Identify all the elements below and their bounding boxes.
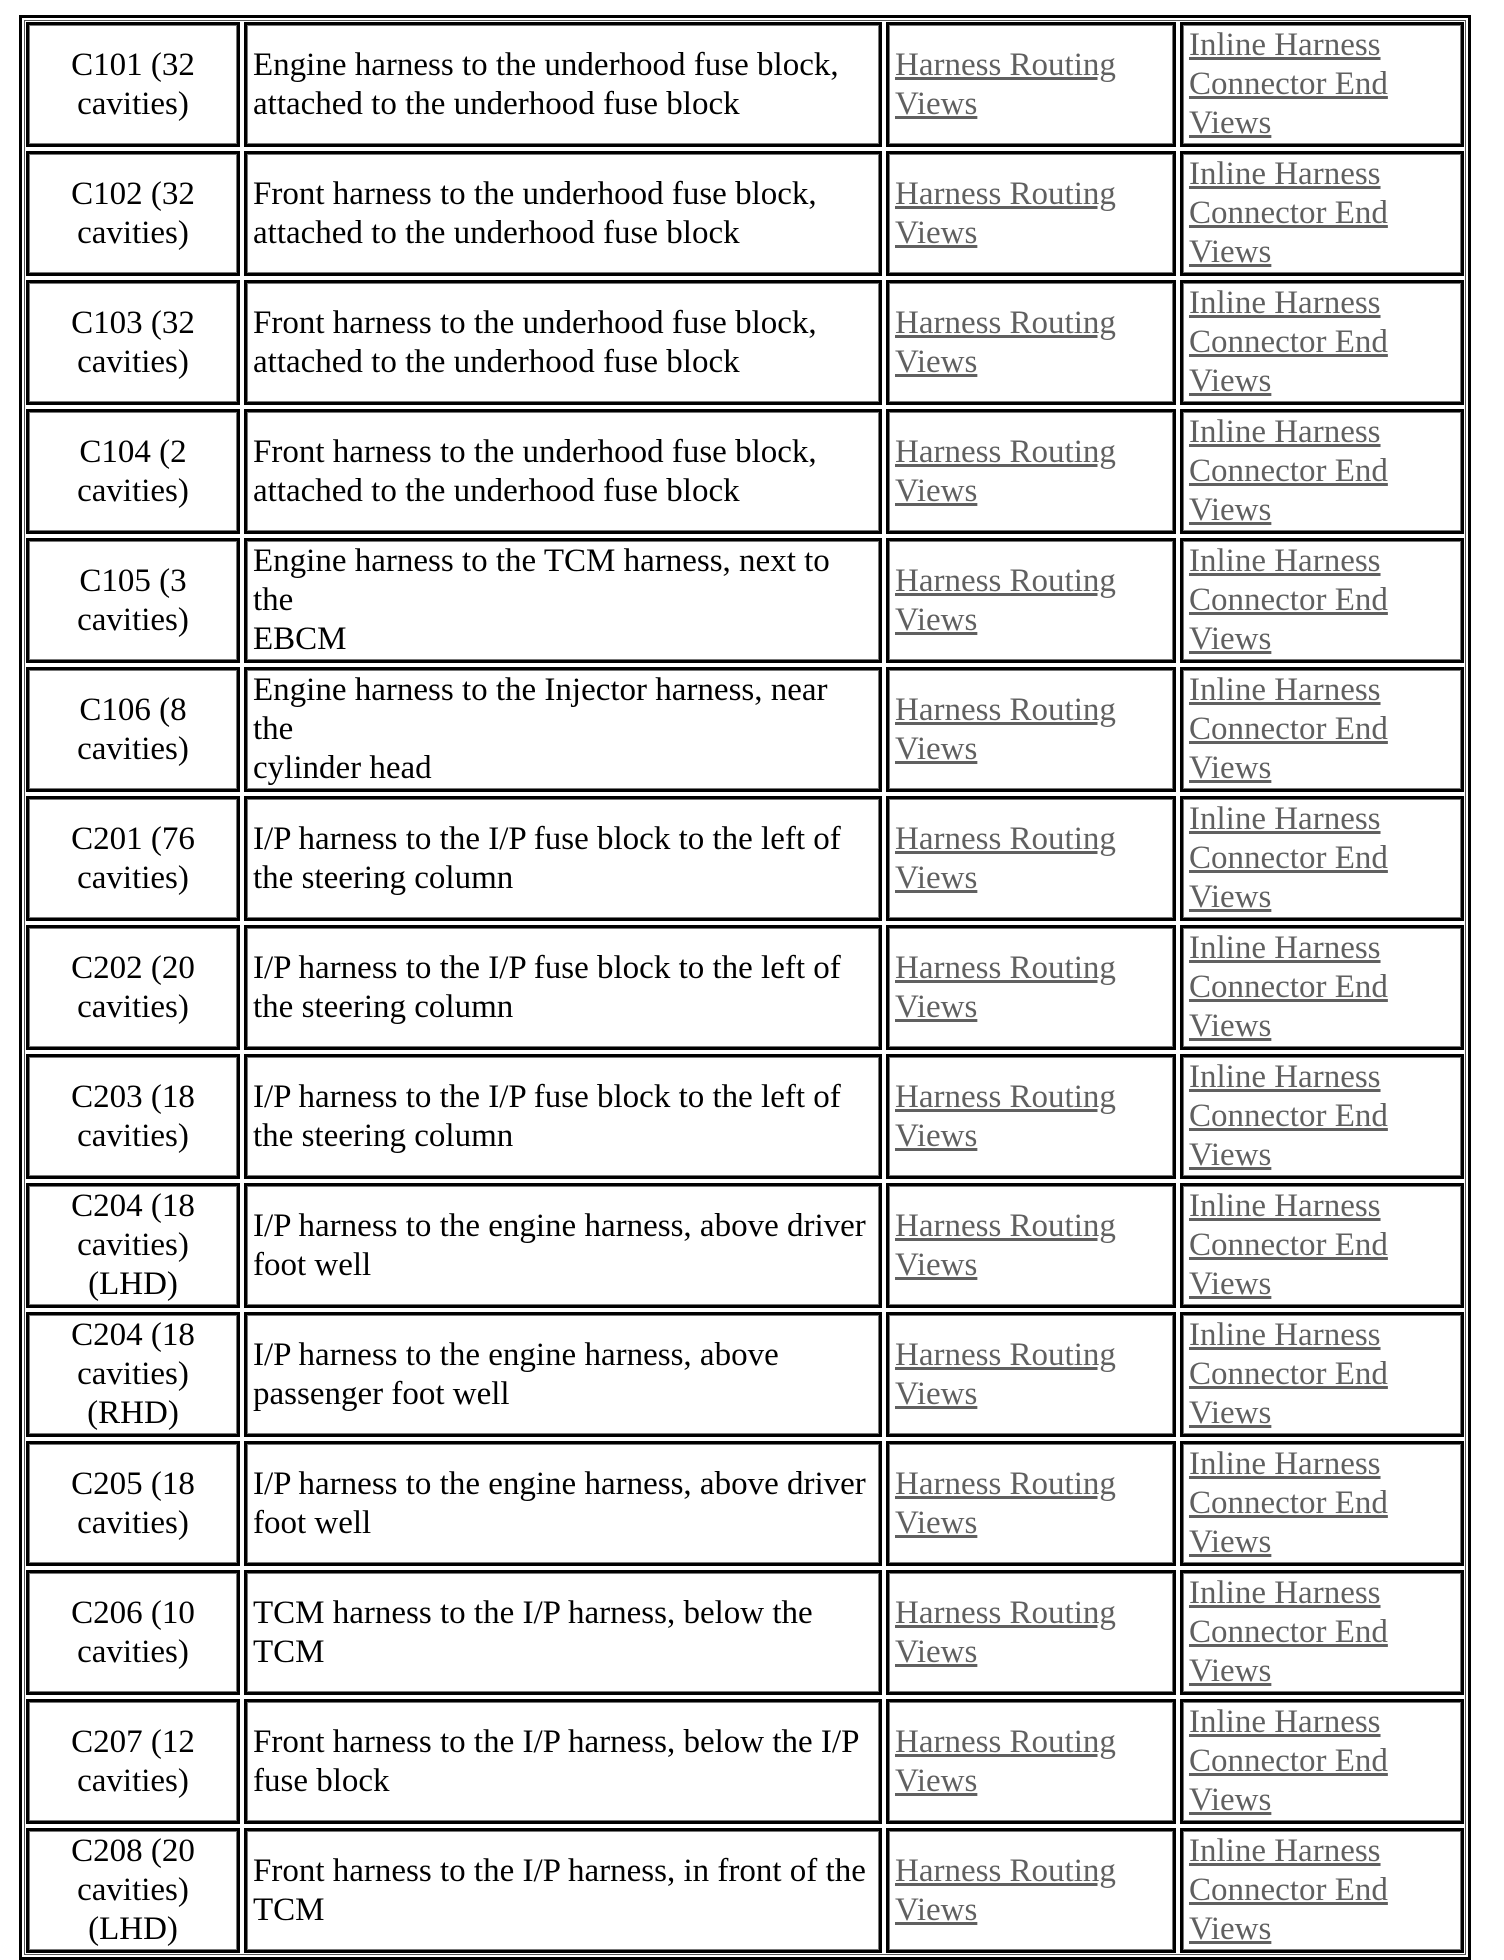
inline-harness-connector-end-views-link[interactable]: Inline Harness Connector End Views [1189,1059,1388,1173]
inline-harness-connector-end-views-link[interactable]: Inline Harness Connector End Views [1189,156,1388,270]
table-row [26,1054,1464,1179]
connector-id-cell: C106 (8 cavities) [26,667,240,792]
connector-id-cell: C101 (32 cavities) [26,22,240,147]
end-view-link-cell [1180,1570,1464,1695]
connector-location-cell: I/P harness to the engine harness, above driver foot well [244,1441,882,1566]
inline-harness-connector-end-views-link[interactable]: Inline Harness Connector End Views [1189,1833,1388,1947]
connector-location-cell: Front harness to the I/P harness, below the I/P fuse block [244,1699,882,1824]
table-row [26,1441,1464,1566]
inline-harness-connector-end-views-link[interactable]: Inline Harness Connector End Views [1189,27,1388,141]
table-row [26,1699,1464,1824]
routing-link-cell [886,1570,1176,1695]
harness-routing-views-link[interactable]: Harness Routing Views [895,433,1116,509]
end-view-link-cell [1180,538,1464,663]
table-row [26,409,1464,534]
connector-location-cell: Front harness to the underhood fuse block, attached to the underhood fuse block [244,409,882,534]
harness-routing-views-link[interactable]: Harness Routing Views [895,1723,1116,1799]
connector-table-body [26,22,1464,1953]
end-view-link-cell [1180,22,1464,147]
inline-harness-connector-end-views-link[interactable]: Inline Harness Connector End Views [1189,1317,1388,1431]
routing-link-cell [886,925,1176,1050]
inline-harness-connector-end-views-link[interactable]: Inline Harness Connector End Views [1189,672,1388,786]
connector-table [19,15,1471,1960]
connector-id-cell: C207 (12 cavities) [26,1699,240,1824]
connector-location-cell: I/P harness to the I/P fuse block to the left of the steering column [244,796,882,921]
connector-id-cell: C204 (18 cavities) (LHD) [26,1183,240,1308]
harness-routing-views-link[interactable]: Harness Routing Views [895,1852,1116,1928]
connector-id-cell: C202 (20 cavities) [26,925,240,1050]
table-row [26,538,1464,663]
inline-harness-connector-end-views-link[interactable]: Inline Harness Connector End Views [1189,414,1388,528]
connector-id-cell: C206 (10 cavities) [26,1570,240,1695]
routing-link-cell [886,796,1176,921]
end-view-link-cell [1180,151,1464,276]
inline-harness-connector-end-views-link[interactable]: Inline Harness Connector End Views [1189,930,1388,1044]
harness-routing-views-link[interactable]: Harness Routing Views [895,304,1116,380]
harness-routing-views-link[interactable]: Harness Routing Views [895,1078,1116,1154]
connector-id-cell: C102 (32 cavities) [26,151,240,276]
inline-harness-connector-end-views-link[interactable]: Inline Harness Connector End Views [1189,285,1388,399]
connector-id-cell: C208 (20 cavities) (LHD) [26,1828,240,1953]
table-row [26,1828,1464,1953]
routing-link-cell [886,1441,1176,1566]
end-view-link-cell [1180,280,1464,405]
connector-id-cell: C205 (18 cavities) [26,1441,240,1566]
connector-location-cell: Front harness to the underhood fuse block, attached to the underhood fuse block [244,151,882,276]
end-view-link-cell [1180,409,1464,534]
end-view-link-cell [1180,1441,1464,1566]
connector-location-cell: Front harness to the I/P harness, in front of the TCM [244,1828,882,1953]
end-view-link-cell [1180,1054,1464,1179]
routing-link-cell [886,280,1176,405]
table-row [26,22,1464,147]
harness-routing-views-link[interactable]: Harness Routing Views [895,1465,1116,1541]
connector-location-cell: Engine harness to the underhood fuse block, attached to the underhood fuse block [244,22,882,147]
inline-harness-connector-end-views-link[interactable]: Inline Harness Connector End Views [1189,543,1388,657]
routing-link-cell [886,667,1176,792]
inline-harness-connector-end-views-link[interactable]: Inline Harness Connector End Views [1189,1188,1388,1302]
connector-id-cell: C203 (18 cavities) [26,1054,240,1179]
routing-link-cell [886,538,1176,663]
routing-link-cell [886,1699,1176,1824]
table-row [26,280,1464,405]
connector-id-cell: C204 (18 cavities) (RHD) [26,1312,240,1437]
routing-link-cell [886,22,1176,147]
connector-id-cell: C105 (3 cavities) [26,538,240,663]
harness-routing-views-link[interactable]: Harness Routing Views [895,1207,1116,1283]
connector-id-cell: C201 (76 cavities) [26,796,240,921]
connector-location-cell: I/P harness to the engine harness, above driver foot well [244,1183,882,1308]
end-view-link-cell [1180,1828,1464,1953]
end-view-link-cell [1180,1183,1464,1308]
connector-location-cell: TCM harness to the I/P harness, below the TCM [244,1570,882,1695]
harness-routing-views-link[interactable]: Harness Routing Views [895,1336,1116,1412]
table-row [26,796,1464,921]
harness-routing-views-link[interactable]: Harness Routing Views [895,175,1116,251]
harness-routing-views-link[interactable]: Harness Routing Views [895,820,1116,896]
table-row [26,667,1464,792]
connector-location-cell: I/P harness to the engine harness, above passenger foot well [244,1312,882,1437]
end-view-link-cell [1180,1312,1464,1437]
connector-id-cell: C103 (32 cavities) [26,280,240,405]
connector-location-cell: Front harness to the underhood fuse block, attached to the underhood fuse block [244,280,882,405]
connector-location-cell: I/P harness to the I/P fuse block to the left of the steering column [244,925,882,1050]
routing-link-cell [886,1054,1176,1179]
harness-routing-views-link[interactable]: Harness Routing Views [895,562,1116,638]
harness-routing-views-link[interactable]: Harness Routing Views [895,46,1116,122]
routing-link-cell [886,1312,1176,1437]
end-view-link-cell [1180,667,1464,792]
harness-routing-views-link[interactable]: Harness Routing Views [895,691,1116,767]
table-row [26,1570,1464,1695]
end-view-link-cell [1180,796,1464,921]
inline-harness-connector-end-views-link[interactable]: Inline Harness Connector End Views [1189,1704,1388,1818]
connector-location-cell: Engine harness to the Injector harness, near the cylinder head [244,667,882,792]
routing-link-cell [886,151,1176,276]
end-view-link-cell [1180,925,1464,1050]
inline-harness-connector-end-views-link[interactable]: Inline Harness Connector End Views [1189,801,1388,915]
routing-link-cell [886,409,1176,534]
routing-link-cell [886,1183,1176,1308]
connector-location-cell: I/P harness to the I/P fuse block to the left of the steering column [244,1054,882,1179]
end-view-link-cell [1180,1699,1464,1824]
table-row [26,925,1464,1050]
table-row [26,1183,1464,1308]
table-row [26,151,1464,276]
inline-harness-connector-end-views-link[interactable]: Inline Harness Connector End Views [1189,1446,1388,1560]
inline-harness-connector-end-views-link[interactable]: Inline Harness Connector End Views [1189,1575,1388,1689]
harness-routing-views-link[interactable]: Harness Routing Views [895,1594,1116,1670]
routing-link-cell [886,1828,1176,1953]
connector-location-cell: Engine harness to the TCM harness, next to the EBCM [244,538,882,663]
harness-routing-views-link[interactable]: Harness Routing Views [895,949,1116,1025]
connector-id-cell: C104 (2 cavities) [26,409,240,534]
table-row [26,1312,1464,1437]
